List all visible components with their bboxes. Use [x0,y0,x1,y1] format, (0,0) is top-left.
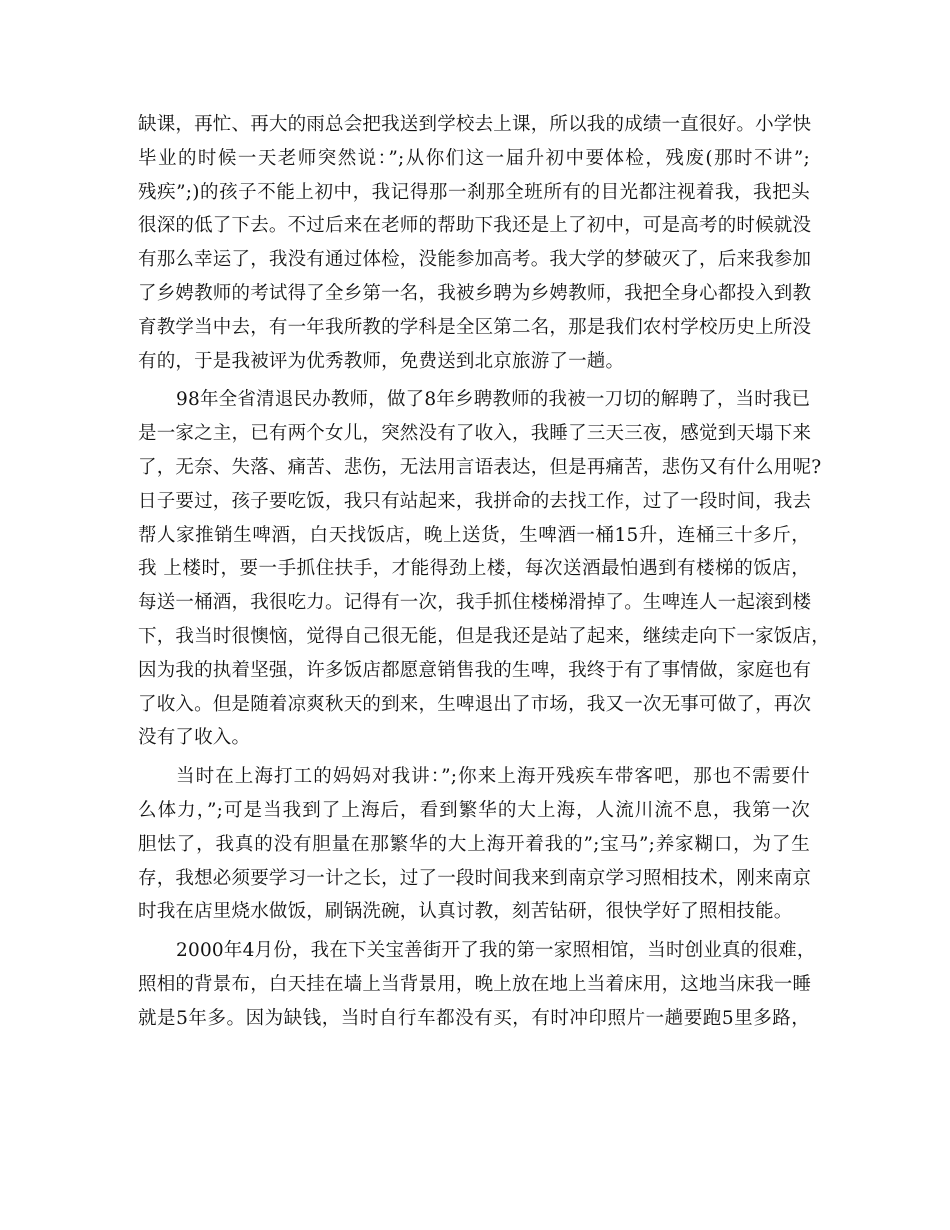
text-line: 存，我想必须要学习一计之长，过了一段时间我来到南京学习照相技术，刚来南京 [138,867,812,889]
text-line: 缺课，再忙、再大的雨总会把我送到学校去上课，所以我的成绩一直很好。小学快 [138,114,812,135]
text-line: 有的，于是我被评为优秀教师，免费送到北京旅游了一趟。 [138,350,625,372]
text-line: 时我在店里烧水做饭，刷锅洗碗，认真讨教，刻苦钻研，很快学好了照相技能。 [138,901,793,923]
text-line: 了，无奈、失落、痛苦、悲伤，无法用言语表达，但是再痛苦，悲伤又有什么用呢? [138,456,822,478]
text-line: 胆怯了，我真的没有胆量在那繁华的大上海开着我的”;宝马”;养家糊口，为了生 [138,833,810,855]
text-line: 很深的低了下去。不过后来在老师的帮助下我还是上了初中，可是高考的时候就没 [138,215,812,237]
text-line: 么体力，”;可是当我到了上海后，看到繁华的大上海，人流川流不息，我第一次 [138,799,810,821]
text-line: 因为我的执着坚强，许多饭店都愿意销售我的生啤，我终于有了事情做，家庭也有 [138,659,812,681]
text-line: 下，我当时很懊恼，觉得自己很无能，但是我还是站了起来，继续走向下一家饭店， [138,625,830,647]
text-line: 当时在上海打工的妈妈对我讲：”;你来上海开残疾车带客吧，那也不需要什 [176,766,810,788]
paragraph-1 [138,108,810,378]
document-body [138,108,830,1041]
text-line: 是一家之主，已有两个女儿，突然没有了收入，我睡了三天三夜，感觉到天塌下来 [138,423,812,445]
text-line: 帮人家推销生啤酒，白天找饭店，晚上送货，生啤酒一桶15升，连桶三十多斤， [138,524,810,546]
text-line: 2000年4月份，我在下关宝善街开了我的第一家照相馆，当时创业真的很难， [176,940,816,962]
text-line: 没有了收入。 [138,727,251,749]
paragraph-3 [138,760,810,929]
text-line: 98年全省清退民办教师，做了8年乡聘教师的我被一刀切的解聘了，当时我已 [176,389,811,411]
text-line: 毕业的时候一天老师突然说：”;从你们这一届升初中要体检，残废(那时不讲”; [138,147,810,169]
text-line: 我 上楼时，要一手抓住扶手，才能得劲上楼，每次送酒最怕遇到有楼梯的饭店， [138,558,810,580]
text-line: 照相的背景布，白天挂在墙上当背景用，晚上放在地上当着床用，这地当床我一睡 [138,973,812,995]
text-line: 残疾”;)的孩子不能上初中，我记得那一刹那全班所有的目光都注视着我，我把头 [138,181,810,203]
text-line: 日子要过，孩子要吃饭，我只有站起来，我拼命的去找工作，过了一段时间，我去 [138,490,812,512]
text-line: 了收入。但是随着凉爽秋天的到来，生啤退出了市场，我又一次无事可做了，再次 [138,693,812,715]
text-line: 育教学当中去，有一年我所教的学科是全区第二名，那是我们农村学校历史上所没 [138,316,812,338]
text-line: 了乡娉教师的考试得了全乡第一名，我被乡聘为乡娉教师，我把全身心都投入到教 [138,282,812,304]
paragraph-2 [138,383,830,755]
text-line: 有那么幸运了，我没有通过体检，没能参加高考。我大学的梦破灭了，后来我参加 [138,249,812,271]
paragraph-4 [138,934,816,1035]
text-line: 就是5年多。因为缺钱，当时自行车都没有买，有时冲印照片一趟要跑5里多路， [138,1007,810,1029]
text-line: 每送一桶酒，我很吃力。记得有一次，我手抓住楼梯滑掉了。生啤连人一起滚到楼 [138,592,812,614]
